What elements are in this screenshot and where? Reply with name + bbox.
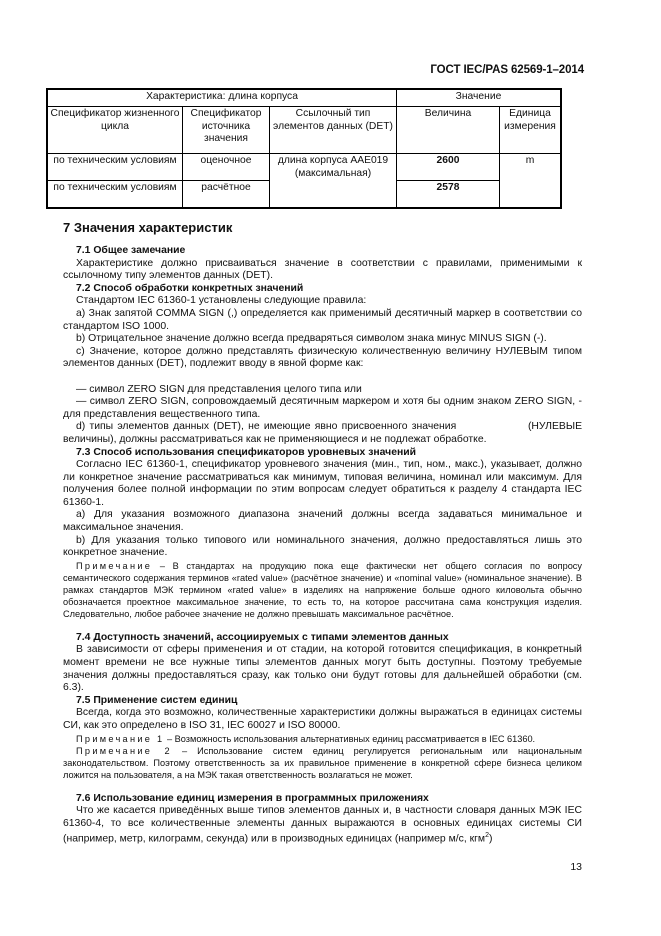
cell-source: оценочное [183,154,270,181]
subsection-heading: 7.2 Способ обработки конкретных значений [76,282,304,294]
note-label: Примечание 2 [76,745,172,756]
list-item: — символ ZERO SIGN, сопровождаемый десятичным маркером и хотя бы одним знаком ZERO SIGN, - для представления вещественного типа. [63,396,582,420]
subsection-heading: 7.3 Способ использования спецификаторов уровневых значений [76,446,417,458]
table-row [47,154,561,181]
cell-value: 2578 [397,181,500,209]
cell-det: длина корпуса AAE019 (максимальная) [270,154,397,209]
note-text: – Возможность использования альтернативных единиц рассматривается в IEC 61360. [164,733,536,744]
paragraph-text: Что же касается приведённых выше типов элементов данных и, в частности словаря данных МЭК IEC 61360-4, то все количественные элементы данных выражаются в основных единицах системы СИ (например, метр, килограмм, секунда) или в производных единицах (например м/с, кгм [63,805,582,845]
note-text: – В стандартах на продукцию пока еще фактически нет общего согласия по вопросу семантического содержания терминов «rated value» (расчётное значение) и «nominal value» (номинальное значение). В рамках стандартов МЭК термином «rated value» в изделиях на напряжение больше одного киловольта обычно обозначается проектное максимальное значение, то есть то, на которое рассчитана сама конструкция изделия. Следовательно, любое рабочее значение не должно превышать максимальное расчётное. [63,560,582,619]
subsection-heading: 7.5 Применение систем единиц [76,694,238,706]
col-header-unit: Единица измерения [500,107,562,154]
paragraph [63,805,582,846]
paragraph: Согласно IEC 61360-1, спецификатор уровневого значения (мин., тип, ном., макс.), указывает, должно ли конкретное значение рассматриваться как минимум, типовая величина, номинал или максимум. Для получения более полной информации по этим вопросам следует обратиться к разделу 4 стандарта IEC 61360-1. [63,459,582,508]
list-item: c) Значение, которое должно представлять физическую количественную величину НУЛЕВЫМ типом элементов данных (DET), подлежит вводу в явной форме как: [63,345,582,370]
col-header-source: Спецификатор источника значения [183,107,270,154]
note [63,745,582,781]
document-id: ГОСТ IEC/PAS 62569-1–2014 [430,64,584,76]
note [63,560,582,620]
col-header-lifecycle: Спецификатор жизненного цикла [47,107,183,154]
note-label: Примечание 1 [76,733,165,744]
paragraph: В зависимости от сферы применения и от стадии, на которой готовится спецификация, в конкретный момент времени не все нужные типы элементов данных могут быть доступны. Поэтому требуемые значения должны предоставляться сразу, как только они будут готовы для дальнейшей обработки (см. 6.3). [63,644,582,694]
note [63,733,582,745]
paragraph: Стандартом IEC 61360-1 установлены следующие правила: [76,295,367,307]
table-title: Характеристика: длина корпуса [47,89,397,107]
subsection-heading: 7.1 Общее замечание [76,245,186,256]
list-item: d) типы элементов данных (DET), не имеющие явно присвоенного значения (НУЛЕВЫЕ величины), должны рассматриваться как не применяющиеся и не подлежат обработке. [63,421,585,445]
col-header-value: Величина [397,107,500,154]
section-body [63,245,585,846]
cell-unit: m [500,154,562,209]
paragraph: Всегда, когда это возможно, количественные характеристики должны выражаться в единицах системы СИ, как это определено в ISO 31, IEC 60027 и ISO 80000. [63,707,582,731]
col-header-det: Ссылочный тип элементов данных (DET) [270,107,397,154]
note-label: Примечание [76,560,153,571]
paragraph: Характеристике должно присваиваться значение в соответствии с правилами, применимыми к ссылочному типу элементов данных (DET). [63,257,582,282]
cell-source: расчётное [183,181,270,209]
value-group-header: Значение [397,89,562,107]
subsection-heading: 7.4 Доступность значений, ассоциируемых с типами элементов данных [76,631,449,643]
page-number: 13 [570,861,582,873]
section-heading: 7 Значения характеристик [63,220,233,235]
note-text: – Использование систем единиц регулируется региональным или национальным законодательством. Поэтому ответственность за их правильное применение в конкретной сфере бизнеса целиком ложится на пользователя, а на МЭК такая ответственность возлагаться не может. [63,745,582,780]
list-item: b) Отрицательное значение должно всегда предваряться символом знака минус MINUS SIGN (-). [76,333,547,345]
subsection-heading: 7.6 Использование единиц измерения в программных приложениях [76,792,429,804]
characteristic-table [46,88,562,209]
paragraph-end: ) [488,833,493,845]
cell-lifecycle: по техническим условиям [47,181,183,209]
list-item: b) Для указания только типового или номинального значения, должно предоставляться лишь это конкретное значение. [63,534,582,559]
cell-value: 2600 [397,154,500,181]
superscript: 2 [485,832,489,840]
cell-lifecycle: по техническим условиям [47,154,183,181]
list-item: а) Знак запятой COMMA SIGN (,) определяется как применимый десятичный маркер в соответствии со стандартом ISO 1000. [63,307,582,332]
list-item: — символ ZERO SIGN для представления целого типа или [76,383,362,395]
list-item: а) Для указания возможного диапазона значений должны всегда задаваться минимальное и максимальное значения. [63,509,582,534]
